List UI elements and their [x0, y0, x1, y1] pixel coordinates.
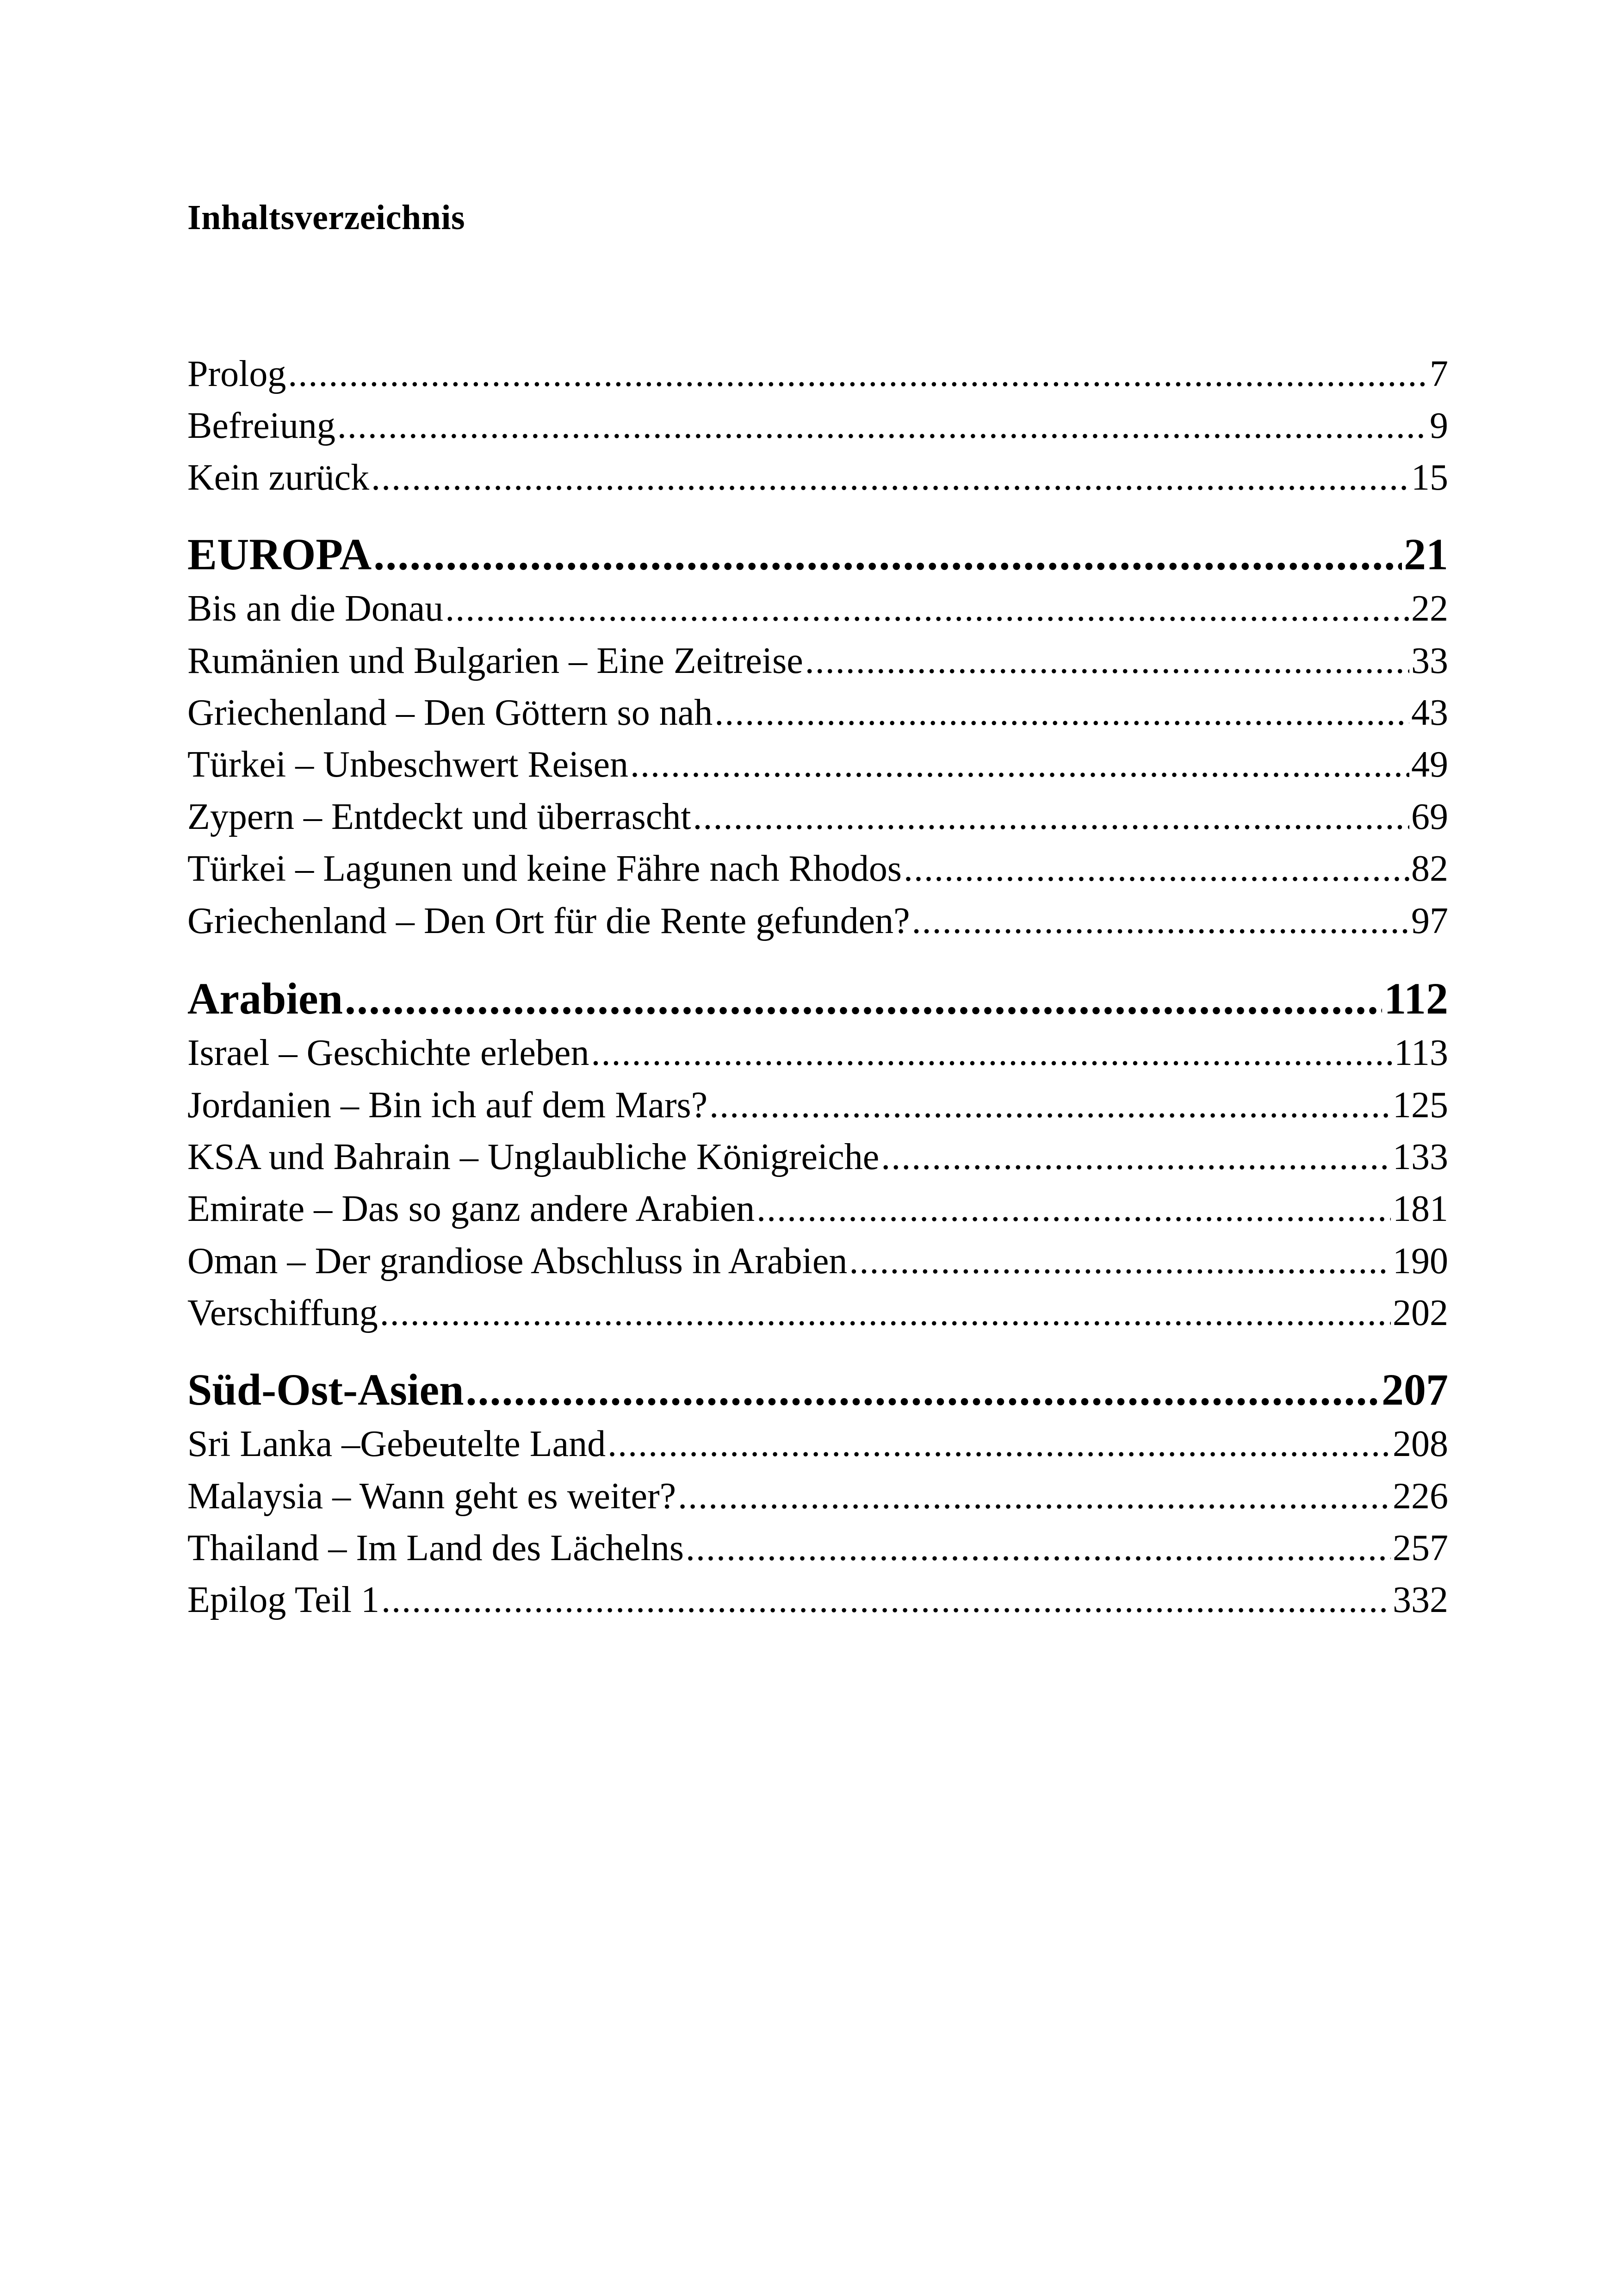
toc-section-label: EUROPA [187, 529, 372, 579]
toc-entry [187, 1238, 1448, 1284]
dot-leader [288, 351, 1428, 397]
toc-section [187, 528, 1448, 581]
toc-entry-label: Griechenland – Den Göttern so nah [187, 692, 713, 733]
toc-entry [187, 1577, 1448, 1623]
toc-section-page: 21 [1404, 529, 1448, 579]
toc-entry-label: Israel – Geschichte erleben [187, 1033, 589, 1073]
toc-entry [187, 1290, 1448, 1336]
dot-leader [849, 1238, 1391, 1284]
dot-leader [371, 454, 1409, 501]
toc-entry-page: 33 [1411, 641, 1448, 681]
toc-entry-label: Sri Lanka –Gebeutelte Land [187, 1424, 606, 1464]
dot-leader [709, 1082, 1391, 1128]
toc-entry [187, 1030, 1448, 1076]
toc-entry-label: Oman – Der grandiose Abschluss in Arabien [187, 1241, 848, 1282]
toc-entry-label: Türkei – Unbeschwert Reisen [187, 744, 629, 785]
toc-entry-label: Malaysia – Wann geht es weiter? [187, 1476, 676, 1517]
toc-entry-page: 9 [1430, 405, 1448, 446]
toc-entry [187, 1421, 1448, 1467]
dot-leader [686, 1525, 1391, 1571]
dot-leader [373, 528, 1402, 581]
dot-leader [714, 690, 1409, 736]
toc-entry-page: 208 [1393, 1424, 1448, 1464]
toc-section-page: 207 [1382, 1365, 1448, 1414]
toc-entry-label: Zypern – Entdeckt und überrascht [187, 796, 691, 837]
dot-leader [693, 794, 1409, 840]
toc-entry [187, 585, 1448, 632]
toc-entry-label: Prolog [187, 354, 286, 394]
dot-leader [591, 1030, 1392, 1076]
toc-section [187, 972, 1448, 1026]
toc-entry [187, 1134, 1448, 1180]
toc-entry-page: 332 [1393, 1580, 1448, 1620]
dot-leader [912, 898, 1409, 944]
toc-entry [187, 690, 1448, 736]
toc-entry-page: 133 [1393, 1137, 1448, 1177]
dot-leader [678, 1473, 1391, 1519]
toc-entry-page: 82 [1411, 848, 1448, 889]
dot-leader [881, 1134, 1391, 1180]
toc-heading: Inhaltsverzeichnis [187, 198, 465, 237]
toc-entry [187, 741, 1448, 788]
toc-entry-label: Bis an die Donau [187, 588, 444, 629]
toc-entry [187, 1473, 1448, 1519]
dot-leader [445, 585, 1409, 632]
dot-leader [345, 972, 1382, 1026]
toc-section-page: 112 [1384, 974, 1448, 1023]
dot-leader [904, 846, 1409, 892]
toc-entry-label: Griechenland – Den Ort für die Rente gefunden? [187, 901, 910, 941]
toc-entry-page: 125 [1393, 1085, 1448, 1126]
toc-entry [187, 1082, 1448, 1128]
toc-entry-page: 202 [1393, 1293, 1448, 1333]
table-of-contents [187, 0, 1448, 2296]
toc-entry-label: Emirate – Das so ganz andere Arabien [187, 1188, 755, 1229]
toc-entry-label: KSA und Bahrain – Unglaubliche Königreiche [187, 1137, 880, 1177]
toc-entry-page: 113 [1394, 1033, 1448, 1073]
toc-entry-label: Jordanien – Bin ich auf dem Mars? [187, 1085, 708, 1126]
toc-entry-label: Thailand – Im Land des Lächelns [187, 1528, 684, 1568]
toc-entry-label: Rumänien und Bulgarien – Eine Zeitreise [187, 641, 803, 681]
dot-leader [608, 1421, 1391, 1467]
toc-entry-label: Befreiung [187, 405, 335, 446]
toc-entry-page: 257 [1393, 1528, 1448, 1568]
toc-entry-label: Kein zurück [187, 457, 370, 498]
toc-entry [187, 351, 1448, 397]
toc-section-label: Arabien [187, 974, 343, 1023]
toc-entry-page: 181 [1393, 1188, 1448, 1229]
dot-leader [465, 1363, 1380, 1417]
dot-leader [805, 638, 1409, 684]
toc-entry-page: 190 [1393, 1241, 1448, 1282]
toc-entry-label: Verschiffung [187, 1293, 378, 1333]
dot-leader [630, 741, 1409, 788]
toc-entry-label: Epilog Teil 1 [187, 1580, 380, 1620]
dot-leader [337, 403, 1428, 449]
toc-entry [187, 403, 1448, 449]
toc-entry-page: 43 [1411, 692, 1448, 733]
toc-entry [187, 898, 1448, 944]
toc-entry-page: 7 [1430, 354, 1448, 394]
dot-leader [381, 1577, 1391, 1623]
toc-entry [187, 794, 1448, 840]
toc-entry [187, 638, 1448, 684]
toc-entry-page: 15 [1411, 457, 1448, 498]
toc-entry-page: 49 [1411, 744, 1448, 785]
dot-leader [756, 1186, 1391, 1232]
toc-entry [187, 1186, 1448, 1232]
toc-entry-page: 226 [1393, 1476, 1448, 1517]
toc-entry-label: Türkei – Lagunen und keine Fähre nach Rhodos [187, 848, 902, 889]
toc-entry [187, 1525, 1448, 1571]
dot-leader [380, 1290, 1391, 1336]
toc-entry-page: 22 [1411, 588, 1448, 629]
toc-entry [187, 846, 1448, 892]
toc-entry-page: 97 [1411, 901, 1448, 941]
toc-section [187, 1363, 1448, 1417]
toc-entry [187, 454, 1448, 501]
toc-section-label: Süd-Ost-Asien [187, 1365, 464, 1414]
toc-entry-page: 69 [1411, 796, 1448, 837]
